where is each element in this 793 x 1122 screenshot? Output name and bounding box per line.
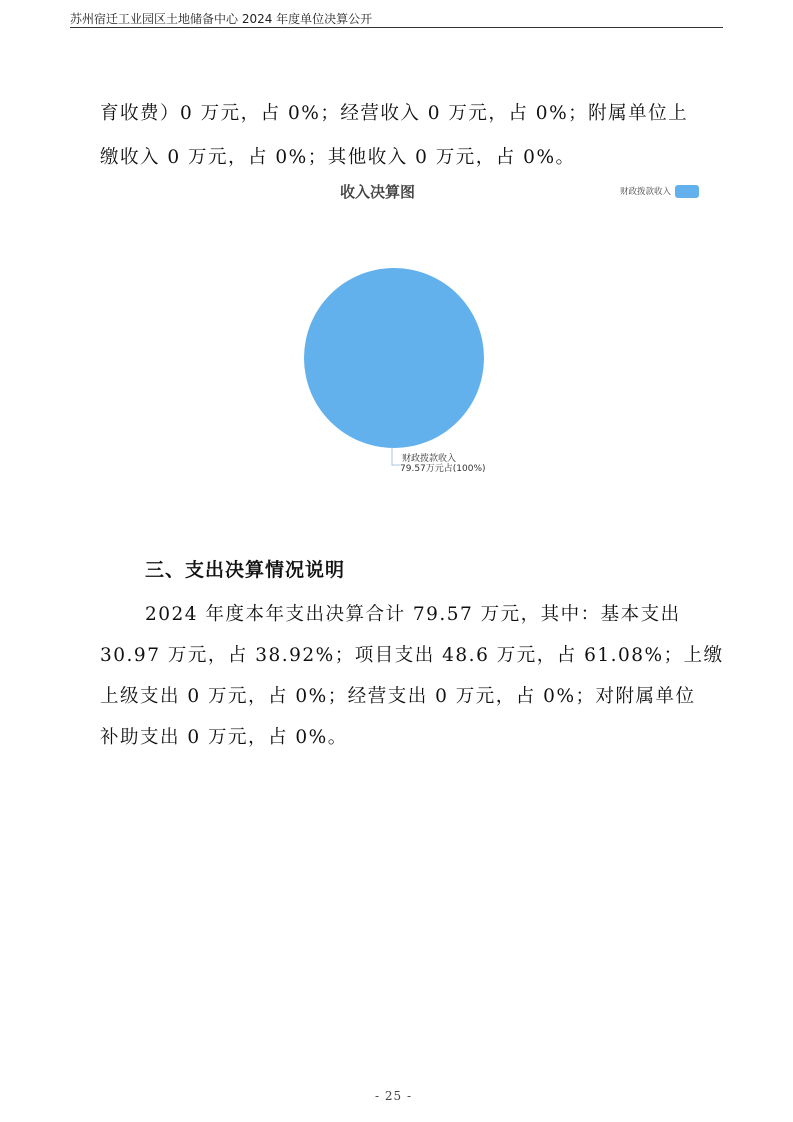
income-paragraph-line-2: 缴收入 0 万元，占 0%；其他收入 0 万元，占 0%。 — [100, 147, 576, 168]
slice-label-value: 79.57万元占(100%) — [400, 464, 486, 474]
expenditure-paragraph-line-1: 2024 年度本年支出决算合计 79.57 万元，其中：基本支出 — [145, 604, 681, 625]
chart-legend — [620, 184, 699, 198]
income-paragraph-line-1: 育收费）0 万元，占 0%；经营收入 0 万元，占 0%；附属单位上 — [100, 103, 689, 124]
page-number: - 25 - — [375, 1089, 413, 1103]
expenditure-paragraph-line-3: 上级支出 0 万元，占 0%；经营支出 0 万元，占 0%；对附属单位 — [100, 686, 696, 707]
page-header: 苏州宿迁工业园区土地储备中心 2024 年度单位决算公开 — [70, 12, 373, 26]
chart-title: 收入决算图 — [340, 183, 416, 201]
expenditure-paragraph-line-2: 30.97 万元，占 38.92%；项目支出 48.6 万元，占 61.08%；上缴 — [100, 645, 724, 666]
slice-label-category: 财政拨款收入 — [402, 454, 457, 464]
section-heading-expenditure: 三、支出决算情况说明 — [145, 559, 346, 581]
legend-swatch — [675, 185, 699, 198]
header-divider — [70, 27, 723, 28]
legend-label: 财政拨款收入 — [620, 187, 672, 197]
income-pie-chart — [290, 255, 520, 485]
pie-slice-0 — [304, 268, 484, 448]
slice-label-leader-line — [392, 447, 400, 465]
expenditure-paragraph-line-4: 补助支出 0 万元，占 0%。 — [100, 727, 348, 748]
